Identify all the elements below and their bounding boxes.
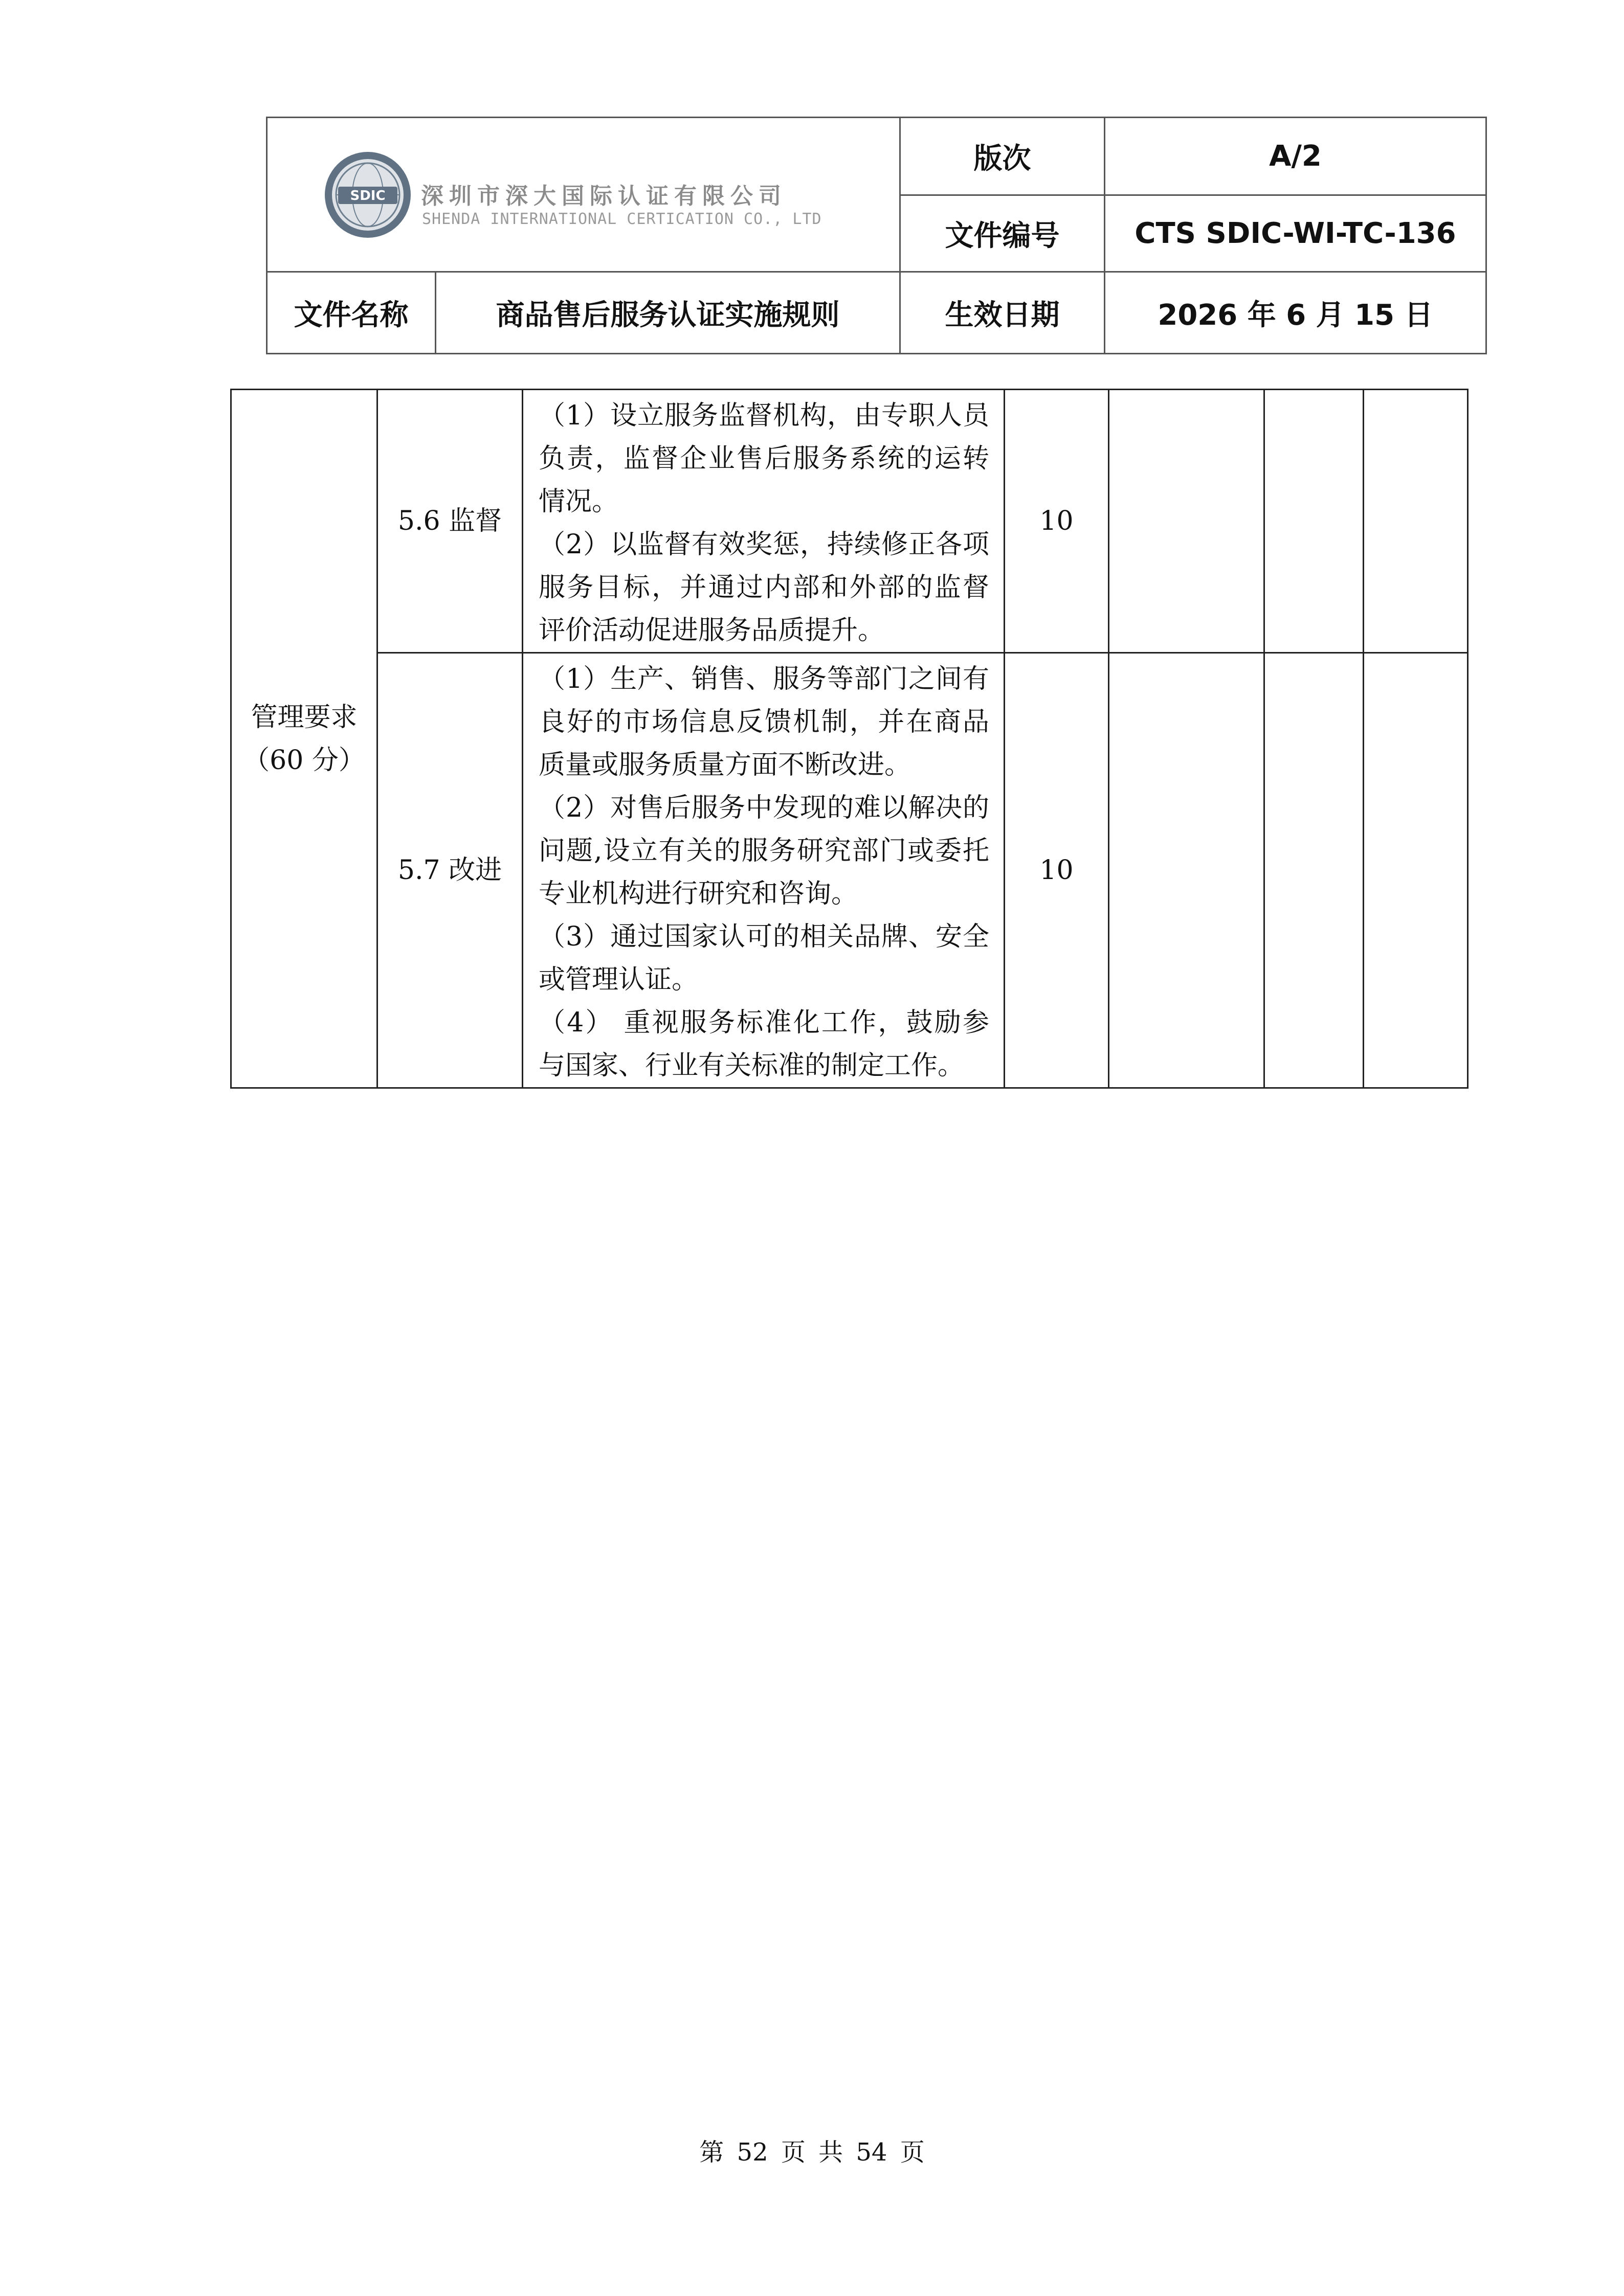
page-number: 第 52 页 共 54 页 [699, 2138, 925, 2167]
item-score: 10 [1005, 653, 1109, 1088]
version-label: 版次 [900, 118, 1105, 195]
description-line: （2）对售后服务中发现的难以解决的问题,设立有关的服务研究部门或委托专业机构进行研究和咨询。 [539, 793, 989, 909]
empty-cell [1264, 390, 1364, 653]
item-label: 5.6 监督 [377, 390, 523, 653]
item-score: 10 [1005, 390, 1109, 653]
doc-name-label: 文件名称 [267, 272, 436, 354]
table-row [231, 653, 1468, 1088]
empty-cell [1109, 653, 1264, 1088]
category-score: （60 分） [243, 745, 365, 776]
document-header [266, 117, 1487, 354]
description-line: （1）生产、销售、服务等部门之间有良好的市场信息反馈机制，并在商品质量或服务质量方面不断改进。 [539, 664, 989, 780]
sdic-seal-icon [323, 150, 413, 240]
category-label: 管理要求 [251, 702, 358, 733]
doc-name-value: 商品售后服务认证实施规则 [436, 272, 900, 354]
table-row [231, 390, 1468, 653]
company-name-en: SHENDA INTERNATIONAL CERTICATION CO., LTD [422, 210, 822, 228]
effective-date-label: 生效日期 [900, 272, 1105, 354]
doc-no-label: 文件编号 [900, 195, 1105, 272]
empty-cell [1364, 653, 1468, 1088]
version-value: A/2 [1105, 118, 1486, 195]
company-logo-cell [267, 118, 900, 272]
item-description [523, 653, 1005, 1088]
doc-no-value: CTS SDIC-WI-TC-136 [1105, 195, 1486, 272]
empty-cell [1109, 390, 1264, 653]
empty-cell [1264, 653, 1364, 1088]
company-name-cn: 深圳市深大国际认证有限公司 [421, 183, 787, 209]
description-line: （1）设立服务监督机构，由专职人员负责，监督企业售后服务系统的运转情况。 [539, 400, 989, 517]
description-line: （4） 重视服务标准化工作，鼓励参与国家、行业有关标准的制定工作。 [539, 1007, 989, 1081]
description-line: （2）以监督有效奖惩，持续修正各项服务目标，并通过内部和外部的监督评价活动促进服务品质提升。 [539, 529, 989, 646]
description-line: （3）通过国家认可的相关品牌、安全或管理认证。 [539, 921, 989, 995]
requirements-table [230, 389, 1469, 1089]
item-label: 5.7 改进 [377, 653, 523, 1088]
item-description [523, 390, 1005, 653]
svg-text:SDIC: SDIC [350, 188, 386, 204]
empty-cell [1364, 390, 1468, 653]
company-logo [308, 144, 861, 251]
effective-date-value: 2026 年 6 月 15 日 [1105, 272, 1486, 354]
category-cell [231, 390, 377, 1088]
